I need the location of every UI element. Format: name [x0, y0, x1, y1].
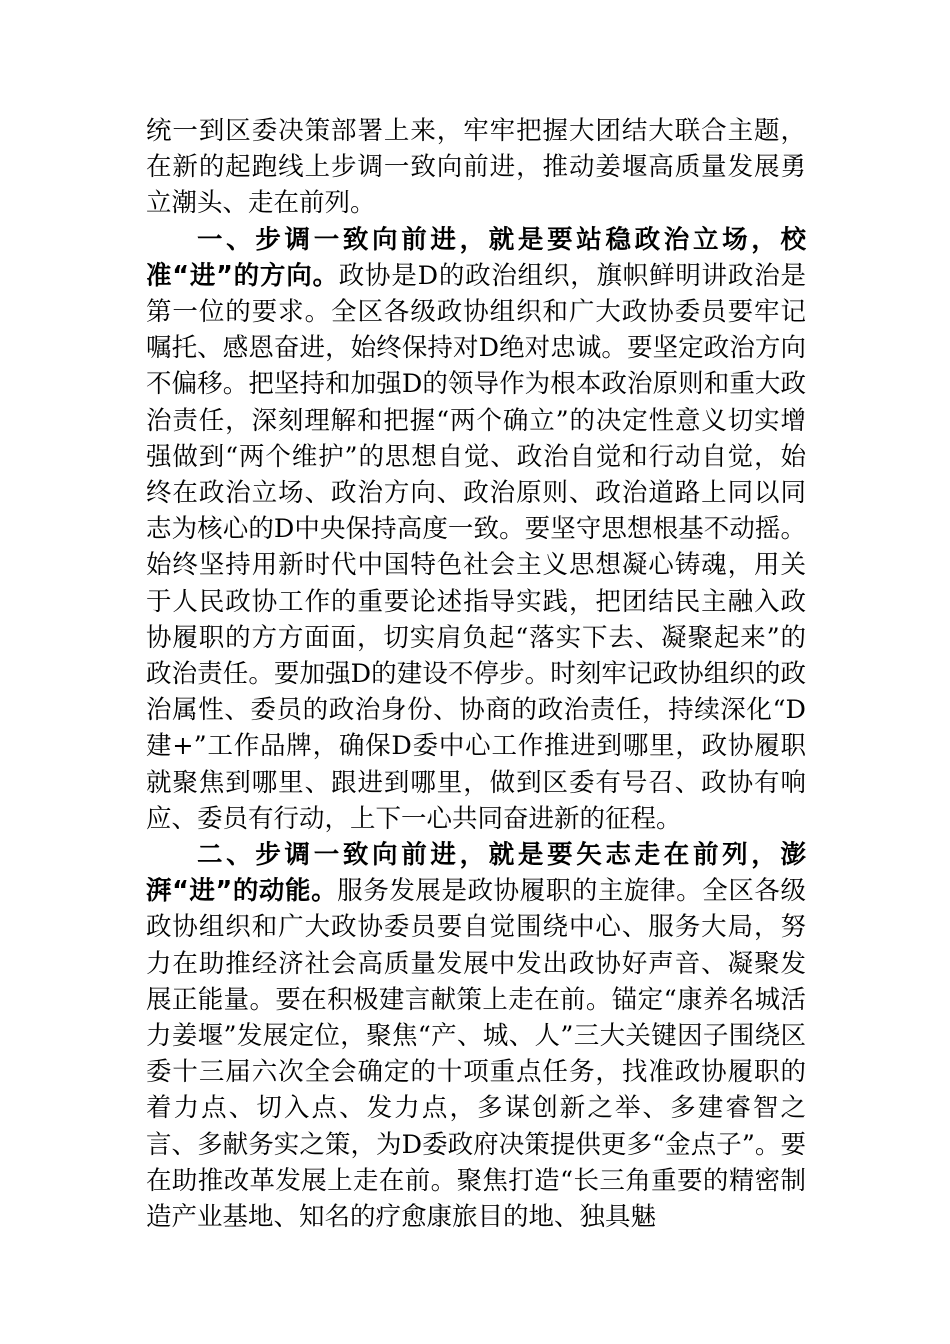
paragraph-section-two — [146, 837, 806, 1235]
paragraph-section-one — [146, 222, 806, 837]
paragraph-text: 政协是D的政治组织，旗帜鲜明讲政治是第一位的要求。全区各级政协组织和广大政协委员要牢记嘱托、感恩奋进，始终保持对D绝对忠诚。要坚定政治方向不偏移。把坚持和加强D的领导作为根本政治原则和重大政治责任，深刻理解和把握“两个确立”的决定性意义切实增强做到“两个维护”的思想自觉、政治自觉和行动自觉，始终在政治立场、政治方向、政治原则、政治道路上同以同志为核心的D中央保持高度一致。要坚守思想根基不动摇。始终坚持用新时代中国特色社会主义思想凝心铸魂，用关于人民政协工作的重要论述指导实践，把团结民主融入政协履职的方方面面，切实肩负起“落实下去、凝聚起来”的政治责任。要加强D的建设不停步。时刻牢记政协组织的政治属性、委员的政治身份、协商的政治责任，持续深化“D建+”工作品牌，确保D委中心工作推进到哪里，政协履职就聚焦到哪里、跟进到哪里，做到区委有号召、政协有响应、委员有行动，上下一心共同奋进新的征程。 — [146, 260, 806, 834]
paragraph-text: 统一到区委决策部署上来，牢牢把握大团结大联合主题，在新的起跑线上步调一致向前进，推动姜堰高质量发展勇立潮头、走在前列。 — [146, 116, 806, 219]
section-heading: 二、步调一致向前进，就是要矢志走在前列，澎湃“进”的动能。 — [146, 840, 806, 907]
document-body — [146, 113, 806, 1235]
paragraph-text: 服务发展是政协履职的主旋律。全区各级政协组织和广大政协委员要自觉围绕中心、服务大局，努力在助推经济社会高质量发展中发出政协好声音、凝聚发展正能量。要在积极建言献策上走在前。锚定“康养名城活力姜堰”发展定位，聚焦“产、城、人”三大关键因子围绕区委十三届六次全会确定的十项重点任务，找准政协履职的着力点、切入点、发力点，多谋创新之举、多建睿智之言、多献务实之策，为D委政府决策提供更多“金点子”。要在助推改革发展上走在前。聚焦打造“长三角重要的精密制造产业基地、知名的疗愈康旅目的地、独具魅 — [146, 876, 806, 1233]
paragraph-continuation — [146, 113, 806, 222]
section-heading: 一、步调一致向前进，就是要站稳政治立场，校准“进”的方向。 — [146, 224, 806, 291]
